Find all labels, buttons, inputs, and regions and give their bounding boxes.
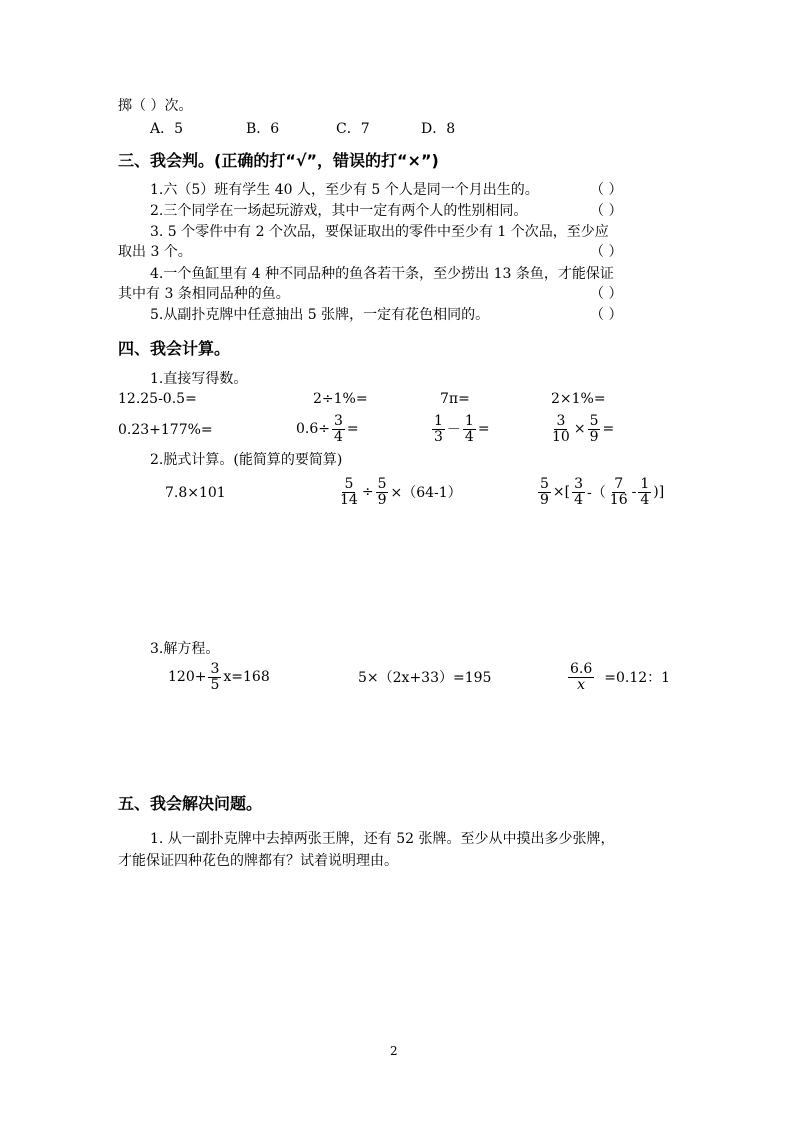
section3-title: 三、我会判。(正确的打“√”，错误的打“×”) xyxy=(118,151,439,170)
equation-3: $\frac{6.6}{x}$ =0.12：1 xyxy=(570,660,671,693)
equation-2: 5×（2x+33）=195 xyxy=(358,670,492,686)
fraction: $\frac{1}{4}$ xyxy=(640,475,650,508)
fraction: $\frac{7}{16}$ xyxy=(609,475,628,508)
question-fragment: 掷（ ）次。 xyxy=(118,98,193,114)
fraction: $\frac{5}{9}$ xyxy=(540,475,549,508)
fraction: $\frac{5}{9}$ xyxy=(377,475,387,508)
option-a: A．5 xyxy=(150,121,184,137)
answer-paren-5[interactable]: （ ） xyxy=(590,307,623,323)
judge-item-5: 5.从副扑克牌中任意抽出 5 张牌，一定有花色相同的。 xyxy=(150,307,490,323)
option-c: C．7 xyxy=(336,121,370,137)
direct-calc-1: 12.25-0.5= xyxy=(118,391,197,407)
answer-paren-2[interactable]: （ ） xyxy=(590,203,623,219)
problem-1-line1: 1. 从一副扑克牌中去掉两张王牌，还有 52 张牌。至少从中摸出多少张牌， xyxy=(150,831,615,847)
answer-paren-1[interactable]: （ ） xyxy=(590,182,623,198)
equation-heading: 3.解方程。 xyxy=(150,641,220,657)
direct-calc-4: 2×1%= xyxy=(551,391,606,407)
direct-calc-heading: 1.直接写得数。 xyxy=(150,371,248,387)
fraction: $\frac{5}{14}$ xyxy=(340,475,358,508)
direct-calc-3: 7π= xyxy=(440,391,470,407)
answer-paren-4[interactable]: （ ） xyxy=(590,286,623,302)
judge-item-3-cont: 取出 3 个。 xyxy=(118,244,192,260)
judge-item-1: 1.六（5）班有学生 40 人，至少有 5 个人是同一个月出生的。 xyxy=(150,182,539,198)
fraction: $\frac{3}{5}$ xyxy=(210,660,220,693)
section5-title: 五、我会解决问题。 xyxy=(118,794,263,813)
stepwise-calc-2: $\frac{5}{14}$ ÷ $\frac{5}{9}$ ×（64-1） xyxy=(340,475,462,508)
judge-item-3: 3. 5 个零件中有 2 个次品，要保证取出的零件中至少有 1 个次品，至少应 xyxy=(150,224,609,240)
stepwise-calc-heading: 2.脱式计算。(能简算的要简算) xyxy=(150,452,343,468)
judge-item-4: 4.一个鱼缸里有 4 种不同品种的鱼各若干条，至少捞出 13 条鱼，才能保证 xyxy=(150,266,614,282)
fraction: $\frac{1}{4}$ xyxy=(464,412,474,445)
direct-calc-7: $\frac{1}{3}$ － $\frac{1}{4}$ = xyxy=(434,412,490,445)
stepwise-calc-3: $\frac{5}{9}$ ×[ $\frac{3}{4}$ -（ $\frac{7}{16}$ - $\frac{1}{4}$ )] xyxy=(540,475,665,508)
option-b: B．6 xyxy=(246,121,280,137)
fraction: $\frac{5}{9}$ xyxy=(589,412,599,445)
fraction: $\frac{3}{4}$ xyxy=(574,475,584,508)
fraction: $\frac{3}{10}$ xyxy=(552,412,570,445)
fraction: $\frac{3}{4}$ xyxy=(334,412,343,445)
answer-paren-3[interactable]: （ ） xyxy=(590,244,623,260)
direct-calc-2: 2÷1%= xyxy=(313,391,368,407)
equation-1: 120+ $\frac{3}{5}$ x=168 xyxy=(168,660,270,693)
stepwise-calc-1: 7.8×101 xyxy=(165,485,226,501)
direct-calc-8: $\frac{3}{10}$ × $\frac{5}{9}$ = xyxy=(552,412,615,445)
section4-title: 四、我会计算。 xyxy=(118,339,231,358)
direct-calc-6: 0.6÷ $\frac{3}{4}$ = xyxy=(296,412,359,445)
fraction: $\frac{1}{3}$ xyxy=(434,412,443,445)
direct-calc-5: 0.23+177%= xyxy=(118,422,213,438)
option-d: D．8 xyxy=(421,121,456,137)
judge-item-4-cont: 其中有 3 条相同品种的鱼。 xyxy=(118,286,290,302)
judge-item-2: 2.三个同学在一场起玩游戏，其中一定有两个人的性别相同。 xyxy=(150,203,528,219)
fraction: $\frac{6.6}{x}$ xyxy=(570,660,593,693)
page-number: 2 xyxy=(390,1044,398,1058)
problem-1-line2: 才能保证四种花色的牌都有？试着说明理由。 xyxy=(118,853,398,869)
